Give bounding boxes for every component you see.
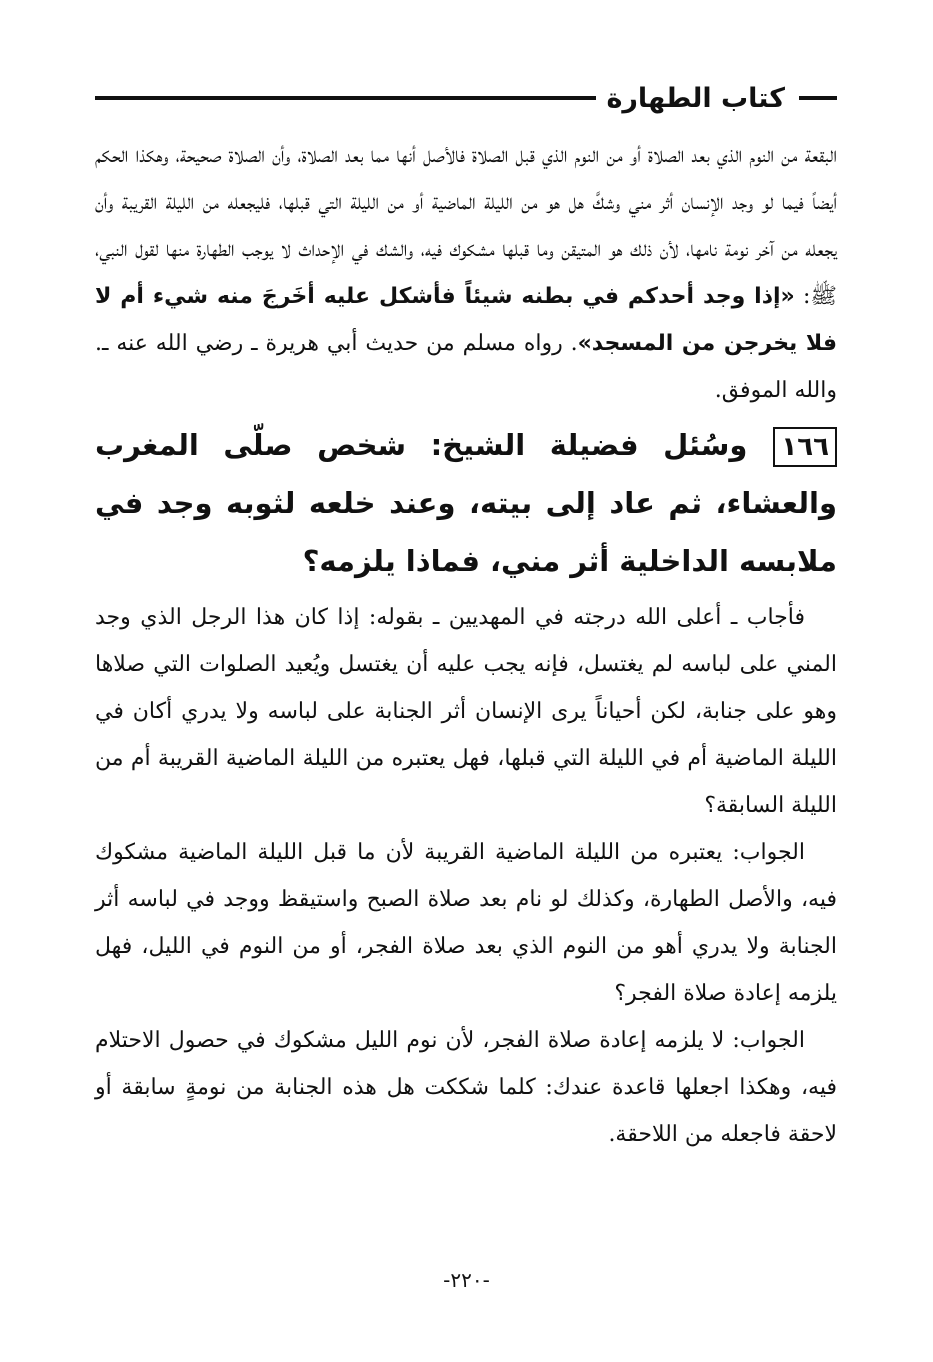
answer-paragraph: الجواب: لا يلزمه إعادة صلاة الفجر، لأن نوم الليل مشكوك في حصول الاحتلام فيه، وهكذا اجعلها قاعدة عندك: كلما شككت هل هذه الجنابة من نومةٍ سابقة أو لاحقة فاجعله من اللاحقة. xyxy=(95,1028,837,1147)
paragraph-continuation xyxy=(95,132,837,414)
header-dash-rule xyxy=(799,96,837,100)
page-number: -٢٢٠- xyxy=(443,1268,490,1292)
hadith-quote: «إذا وجد أحدكم في بطنه شيئاً فأشكل عليه أخَرجَ منه شيء أم لا فلا يخرجن من المسجد» xyxy=(95,284,837,356)
question-number-box: ١٦٦ xyxy=(773,427,837,467)
paragraph-text-tail: . رواه مسلم من حديث أبي هريرة ـ رضي الله عنه ـ. والله الموفق. xyxy=(95,331,837,403)
header-title: كتاب الطهارة xyxy=(606,82,785,114)
question-text: وسُئل فضيلة الشيخ: شخص صلّى المغرب والعشاء، ثم عاد إلى بيته، وعند خلعه لثوبه وجد في ملابسه الداخلية أثر مني، فماذا يلزمه؟ xyxy=(95,428,837,578)
page-body xyxy=(95,132,837,1158)
paragraph-text: البقعة من النوم الذي بعد الصلاة أو من النوم الذي قبل الصلاة فالأصل أنها مما بعد الصلاة، وأن الصلاة صحيحة، وهكذا الحكم أيضاً فيما لو وجد الإنسان أثر مني وشكَّ هل هو من الليلة الماضية أو من الليلة التي قبلها، فليجعله من الليلة القريبة وأن يجعله من آخر نومة نامها، لأن ذلك هو المتيقن وما قبلها مشكوك فيه، والشك في الإحداث لا يوجب الطهارة منها لقول النبي، ﷺ: xyxy=(95,143,837,309)
answer-paragraph: الجواب: يعتبره من الليلة الماضية القريبة لأن ما قبل الليلة الماضية مشكوك فيه، والأصل الطهارة، وكذلك لو نام بعد صلاة الصبح واستيقظ ووجد في لباسه أثر الجنابة ولا يدري أهو من النوم الذي بعد صلاة الفجر، أو من النوم في الليل، فهل يلزمه إعادة صلاة الفجر؟ xyxy=(95,840,838,1006)
header-rule xyxy=(95,96,596,100)
question-block xyxy=(95,416,837,590)
answer-paragraph: فأجاب ـ أعلى الله درجته في المهديين ـ بقوله: إذا كان هذا الرجل الذي وجد المني على لباسه لم يغتسل، فإنه يجب عليه أن يغتسل ويُعيد الصلوات التي صلاها وهو على جنابة، لكن أحياناً يرى الإنسان أثر الجنابة على لباسه ولا يدري أكان في الليلة الماضية أم في الليلة التي قبلها، فهل يعتبره من الليلة الماضية القريبة أم من الليلة السابقة؟ xyxy=(95,605,837,818)
running-header xyxy=(95,78,837,118)
